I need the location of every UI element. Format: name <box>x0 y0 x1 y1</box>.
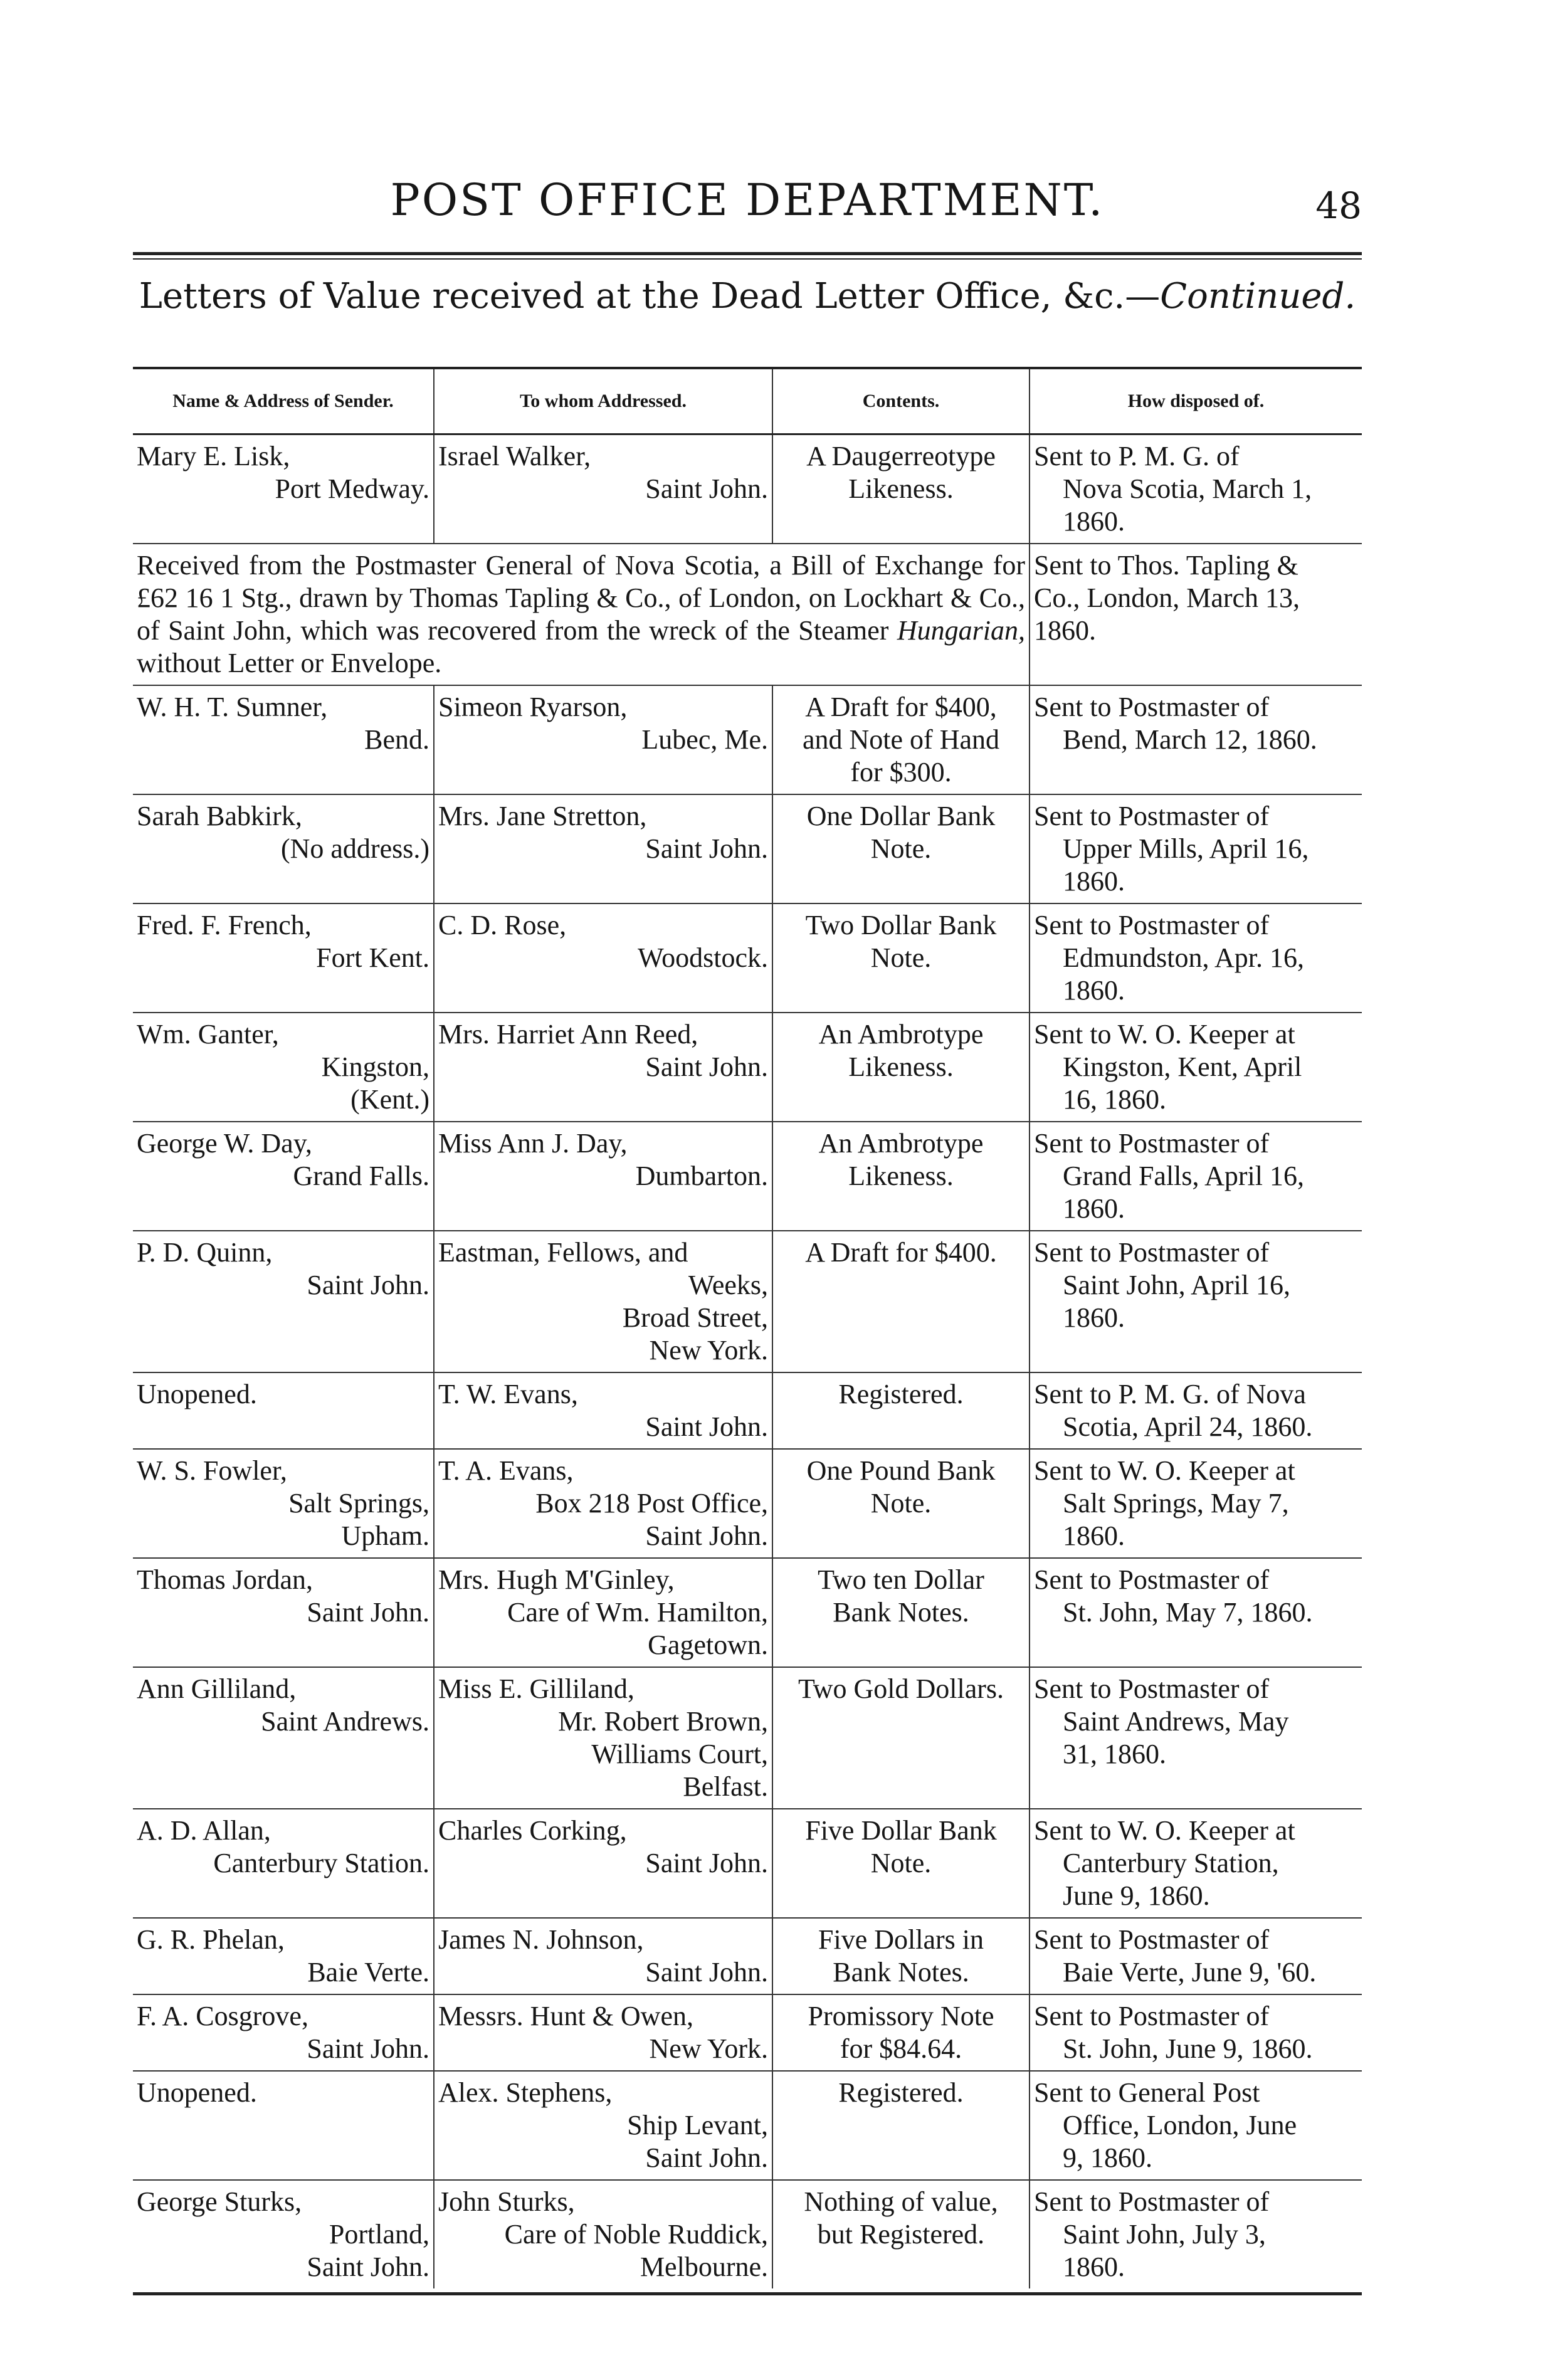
disposed-cell <box>1030 1667 1362 1809</box>
table-row <box>133 1449 1362 1558</box>
disposed-line: Sent to Postmaster of <box>1034 1924 1270 1955</box>
sender-line: G. R. Phelan, <box>137 1924 285 1955</box>
sender-cell <box>133 903 434 1013</box>
sender-cell <box>133 685 434 794</box>
disposed-cell <box>1030 903 1362 1013</box>
sender-line: Upham. <box>341 1520 429 1551</box>
special-entry-text-before: Received from the Postmaster General of Nova Scotia, a Bill of Exchange for £62 16 1 Stg., drawn by Thomas Tapling & Co., of London, on Lockhart & Co., of Saint John, which was recovered from the wreck of the Steamer <box>137 550 1025 646</box>
disposed-line: 31, 1860. <box>1063 1739 1166 1769</box>
disposed-cell <box>1030 1013 1362 1122</box>
table-row <box>133 794 1362 903</box>
contents-line: An Ambrotype <box>818 1019 984 1050</box>
disposed-line: Sent to W. O. Keeper at <box>1034 1019 1295 1050</box>
contents-cell <box>772 685 1030 794</box>
contents-line: Promissory Note <box>808 2001 994 2031</box>
sender-line: Unopened. <box>137 1379 257 1409</box>
special-entry-text <box>137 549 1025 680</box>
addressed-line: Alex. Stephens, <box>438 2077 613 2108</box>
table-row <box>133 1809 1362 1918</box>
sender-line: Saint John. <box>307 2251 429 2282</box>
contents-line: Note. <box>870 942 932 973</box>
contents-cell <box>772 1918 1030 1994</box>
disposed-line: Sent to W. O. Keeper at <box>1034 1455 1295 1486</box>
sender-line: W. H. T. Sumner, <box>137 692 328 722</box>
addressed-line: Weeks, <box>688 1270 768 1300</box>
contents-line: Note. <box>870 1488 932 1519</box>
column-header-disposed: How disposed of. <box>1030 368 1362 434</box>
sender-line: (Kent.) <box>350 1084 429 1115</box>
contents-cell <box>772 1231 1030 1372</box>
table-row <box>133 1918 1362 1994</box>
sender-line: Saint John. <box>307 1597 429 1628</box>
addressed-line: Ship Levant, <box>627 2110 768 2140</box>
disposed-line: June 9, 1860. <box>1063 1880 1210 1911</box>
disposed-line: Sent to Postmaster of <box>1034 1673 1270 1704</box>
addressed-line: Saint John. <box>645 2142 768 2173</box>
contents-line: Likeness. <box>848 473 954 504</box>
contents-line: Two Gold Dollars. <box>798 1673 1004 1704</box>
disposed-line: Baie Verte, June 9, '60. <box>1063 1957 1317 1988</box>
sender-line: Ann Gilliland, <box>137 1673 297 1704</box>
special-entry-disposed-line: 1860. <box>1034 615 1096 646</box>
addressed-line: C. D. Rose, <box>438 910 567 940</box>
contents-cell <box>772 1013 1030 1122</box>
disposed-line: Sent to Postmaster of <box>1034 2001 1270 2031</box>
addressed-cell <box>434 2180 772 2288</box>
contents-cell <box>772 1994 1030 2071</box>
dead-letter-table <box>133 367 1362 2288</box>
sender-line: George Sturks, <box>137 2186 302 2217</box>
sender-line: Saint Andrews. <box>261 1706 429 1737</box>
disposed-cell <box>1030 434 1362 544</box>
special-entry-text-after: without Letter or Envelope. <box>137 648 442 678</box>
sender-line: P. D. Quinn, <box>137 1237 273 1268</box>
addressed-line: James N. Johnson, <box>438 1924 644 1955</box>
contents-line: A Draft for $400. <box>805 1237 997 1268</box>
disposed-cell <box>1030 685 1362 794</box>
disposed-line: Bend, March 12, 1860. <box>1063 724 1317 755</box>
sender-line: George W. Day, <box>137 1128 312 1159</box>
header-rule-thin <box>133 258 1362 260</box>
contents-line: One Dollar Bank <box>806 801 996 831</box>
table-row <box>133 1122 1362 1231</box>
addressed-cell <box>434 434 772 544</box>
sender-cell <box>133 1372 434 1449</box>
disposed-cell <box>1030 1372 1362 1449</box>
sender-line: (No address.) <box>280 833 429 864</box>
disposed-line: Sent to Postmaster of <box>1034 801 1270 831</box>
disposed-line: 1860. <box>1063 866 1125 897</box>
addressed-line: Melbourne. <box>640 2251 768 2282</box>
disposed-line: Kingston, Kent, April <box>1063 1051 1302 1082</box>
disposed-line: Nova Scotia, March 1, <box>1063 473 1312 504</box>
sender-line: W. S. Fowler, <box>137 1455 287 1486</box>
disposed-line: Sent to P. M. G. of <box>1034 441 1240 471</box>
contents-line: but Registered. <box>817 2219 985 2250</box>
addressed-cell <box>434 1231 772 1372</box>
disposed-line: Office, London, June <box>1063 2110 1297 2140</box>
sender-line: Saint John. <box>307 1270 429 1300</box>
addressed-line: Belfast. <box>683 1771 768 1802</box>
disposed-line: 1860. <box>1063 2251 1125 2282</box>
table-row <box>133 1013 1362 1122</box>
special-entry-disposed-cell <box>1030 544 1362 685</box>
contents-line: Note. <box>870 1848 932 1878</box>
addressed-line: T. A. Evans, <box>438 1455 574 1486</box>
page-title: POST OFFICE DEPARTMENT. <box>390 174 1105 226</box>
disposed-cell <box>1030 1122 1362 1231</box>
sender-line: Grand Falls. <box>293 1161 429 1191</box>
disposed-line: 1860. <box>1063 1193 1125 1224</box>
addressed-line: Saint John. <box>645 1957 768 1988</box>
contents-line: One Pound Bank <box>806 1455 996 1486</box>
addressed-cell <box>434 1558 772 1667</box>
disposed-line: Canterbury Station, <box>1063 1848 1279 1878</box>
special-entry-disposed-line: Co., London, March 13, <box>1034 582 1300 613</box>
addressed-cell <box>434 794 772 903</box>
disposed-line: Scotia, April 24, 1860. <box>1063 1411 1313 1442</box>
contents-cell <box>772 2071 1030 2180</box>
disposed-line: 1860. <box>1063 1520 1125 1551</box>
column-header-sender: Name & Address of Sender. <box>133 368 434 434</box>
addressed-cell <box>434 903 772 1013</box>
sender-cell <box>133 1918 434 1994</box>
sender-line: Canterbury Station. <box>213 1848 429 1878</box>
addressed-line: Eastman, Fellows, and <box>438 1237 688 1268</box>
table-row <box>133 1667 1362 1809</box>
contents-cell <box>772 1449 1030 1558</box>
contents-line: Registered. <box>838 1379 964 1409</box>
sender-line: Kingston, <box>321 1051 429 1082</box>
running-head <box>133 168 1362 237</box>
disposed-line: Salt Springs, May 7, <box>1063 1488 1289 1519</box>
sender-line: Unopened. <box>137 2077 257 2108</box>
contents-cell <box>772 794 1030 903</box>
contents-line: An Ambrotype <box>818 1128 984 1159</box>
column-header-addressed: To whom Addressed. <box>434 368 772 434</box>
disposed-cell <box>1030 1231 1362 1372</box>
special-entry-row <box>133 544 1362 685</box>
table-header-row <box>133 368 1362 434</box>
disposed-line: Upper Mills, April 16, <box>1063 833 1309 864</box>
table-row <box>133 1558 1362 1667</box>
addressed-line: Care of Wm. Hamilton, <box>507 1597 768 1628</box>
sender-line: Bend. <box>364 724 429 755</box>
addressed-line: Miss E. Gilliland, <box>438 1673 635 1704</box>
page-number: 48 <box>1315 184 1362 227</box>
addressed-line: Mr. Robert Brown, <box>558 1706 768 1737</box>
addressed-cell <box>434 1449 772 1558</box>
addressed-line: Mrs. Jane Stretton, <box>438 801 647 831</box>
addressed-line: Simeon Ryarson, <box>438 692 628 722</box>
sender-line: Baie Verte. <box>307 1957 429 1988</box>
disposed-line: 9, 1860. <box>1063 2142 1152 2173</box>
sender-line: Saint John. <box>307 2033 429 2064</box>
addressed-line: T. W. Evans, <box>438 1379 578 1409</box>
disposed-cell <box>1030 1449 1362 1558</box>
column-header-contents: Contents. <box>772 368 1030 434</box>
addressed-line: Saint John. <box>645 833 768 864</box>
contents-line: Five Dollars in <box>818 1924 984 1955</box>
addressed-line: Saint John. <box>645 1520 768 1551</box>
addressed-cell <box>434 1667 772 1809</box>
contents-line: Bank Notes. <box>833 1597 969 1628</box>
addressed-cell <box>434 1013 772 1122</box>
sender-cell <box>133 1558 434 1667</box>
contents-cell <box>772 1809 1030 1918</box>
disposed-line: Saint Andrews, May <box>1063 1706 1289 1737</box>
sender-line: Salt Springs, <box>288 1488 429 1519</box>
contents-cell <box>772 434 1030 544</box>
disposed-line: St. John, June 9, 1860. <box>1063 2033 1313 2064</box>
table-row <box>133 2180 1362 2288</box>
sender-line: F. A. Cosgrove, <box>137 2001 308 2031</box>
contents-line: A Daugerreotype <box>806 441 996 471</box>
addressed-line: New York. <box>649 1335 768 1366</box>
disposed-line: Edmundston, Apr. 16, <box>1063 942 1305 973</box>
sender-cell <box>133 2071 434 2180</box>
addressed-cell <box>434 685 772 794</box>
disposed-line: Sent to Postmaster of <box>1034 910 1270 940</box>
addressed-line: Saint John. <box>645 473 768 504</box>
sender-cell <box>133 1449 434 1558</box>
disposed-line: 1860. <box>1063 506 1125 537</box>
addressed-line: Saint John. <box>645 1848 768 1878</box>
disposed-line: St. John, May 7, 1860. <box>1063 1597 1313 1628</box>
sender-line: Sarah Babkirk, <box>137 801 302 831</box>
addressed-cell <box>434 1918 772 1994</box>
addressed-line: New York. <box>649 2033 768 2064</box>
sender-cell <box>133 794 434 903</box>
sender-cell <box>133 1809 434 1918</box>
sender-cell <box>133 2180 434 2288</box>
contents-line: Registered. <box>838 2077 964 2108</box>
disposed-line: 1860. <box>1063 1302 1125 1333</box>
sender-cell <box>133 1122 434 1231</box>
disposed-line: Sent to Postmaster of <box>1034 692 1270 722</box>
table-row <box>133 1994 1362 2071</box>
addressed-line: Broad Street, <box>622 1302 768 1333</box>
special-entry-ship-name: Hungarian, <box>897 615 1025 646</box>
addressed-line: Care of Noble Ruddick, <box>504 2219 768 2250</box>
header-rule-thick <box>133 252 1362 255</box>
contents-line: Note. <box>870 833 932 864</box>
table-bottom-rule <box>133 2292 1362 2295</box>
addressed-line: Dumbarton. <box>635 1161 768 1191</box>
disposed-cell <box>1030 1809 1362 1918</box>
addressed-cell <box>434 1122 772 1231</box>
table-row <box>133 434 1362 544</box>
sender-cell <box>133 1994 434 2071</box>
disposed-cell <box>1030 1994 1362 2071</box>
disposed-line: Sent to Postmaster of <box>1034 1128 1270 1159</box>
table-row <box>133 685 1362 794</box>
addressed-line: Box 218 Post Office, <box>535 1488 768 1519</box>
disposed-line: Grand Falls, April 16, <box>1063 1161 1304 1191</box>
sender-line: Fort Kent. <box>316 942 429 973</box>
sender-line: Mary E. Lisk, <box>137 441 290 471</box>
sender-line: Port Medway. <box>275 473 429 504</box>
addressed-line: Gagetown. <box>648 1630 768 1660</box>
disposed-line: 1860. <box>1063 975 1125 1006</box>
addressed-line: Woodstock. <box>638 942 768 973</box>
sender-line: Thomas Jordan, <box>137 1564 313 1595</box>
sender-line: Wm. Ganter, <box>137 1019 279 1050</box>
addressed-line: Mrs. Harriet Ann Reed, <box>438 1019 698 1050</box>
sender-cell <box>133 1231 434 1372</box>
sender-line: A. D. Allan, <box>137 1815 271 1846</box>
addressed-cell <box>434 1994 772 2071</box>
sender-line: Fred. F. French, <box>137 910 312 940</box>
sender-cell <box>133 434 434 544</box>
disposed-cell <box>1030 2071 1362 2180</box>
addressed-line: Saint John. <box>645 1051 768 1082</box>
contents-line: Likeness. <box>848 1161 954 1191</box>
contents-line: Nothing of value, <box>804 2186 998 2217</box>
addressed-line: Israel Walker, <box>438 441 591 471</box>
addressed-line: Mrs. Hugh M'Ginley, <box>438 1564 675 1595</box>
disposed-line: Saint John, July 3, <box>1063 2219 1266 2250</box>
contents-line: Five Dollar Bank <box>805 1815 997 1846</box>
contents-cell <box>772 2180 1030 2288</box>
contents-cell <box>772 903 1030 1013</box>
disposed-line: Sent to Postmaster of <box>1034 2186 1270 2217</box>
disposed-line: Saint John, April 16, <box>1063 1270 1291 1300</box>
contents-line: for $300. <box>850 757 952 787</box>
contents-cell <box>772 1122 1030 1231</box>
addressed-line: Miss Ann J. Day, <box>438 1128 628 1159</box>
contents-line: Bank Notes. <box>833 1957 969 1988</box>
addressed-cell <box>434 1372 772 1449</box>
addressed-cell <box>434 1809 772 1918</box>
disposed-line: Sent to Postmaster of <box>1034 1237 1270 1268</box>
addressed-line: Lubec, Me. <box>641 724 768 755</box>
disposed-cell <box>1030 1918 1362 1994</box>
special-entry-disposed-line: Sent to Thos. Tapling & <box>1034 550 1298 581</box>
special-entry-text-cell <box>133 544 1030 685</box>
contents-line: Two Dollar Bank <box>805 910 997 940</box>
table-row <box>133 1231 1362 1372</box>
disposed-cell <box>1030 2180 1362 2288</box>
subtitle-continued: Continued. <box>1160 276 1356 317</box>
contents-cell <box>772 1372 1030 1449</box>
contents-line: for $84.64. <box>840 2033 962 2064</box>
contents-line: Two ten Dollar <box>818 1564 984 1595</box>
table-row <box>133 903 1362 1013</box>
sender-line: Portland, <box>329 2219 429 2250</box>
disposed-line: Sent to P. M. G. of Nova <box>1034 1379 1306 1409</box>
sender-cell <box>133 1667 434 1809</box>
table-row <box>133 2071 1362 2180</box>
sender-cell <box>133 1013 434 1122</box>
addressed-line: Messrs. Hunt & Owen, <box>438 2001 693 2031</box>
disposed-line: Sent to General Post <box>1034 2077 1260 2108</box>
disposed-cell <box>1030 1558 1362 1667</box>
table-row <box>133 1372 1362 1449</box>
disposed-line: Sent to Postmaster of <box>1034 1564 1270 1595</box>
addressed-line: Williams Court, <box>591 1739 768 1769</box>
addressed-cell <box>434 2071 772 2180</box>
contents-line: A Draft for $400, <box>805 692 997 722</box>
contents-line: Likeness. <box>848 1051 954 1082</box>
disposed-line: 16, 1860. <box>1063 1084 1166 1115</box>
table-subtitle <box>133 276 1362 317</box>
addressed-line: John Sturks, <box>438 2186 575 2217</box>
contents-cell <box>772 1667 1030 1809</box>
contents-cell <box>772 1558 1030 1667</box>
addressed-line: Charles Corking, <box>438 1815 627 1846</box>
disposed-line: Sent to W. O. Keeper at <box>1034 1815 1295 1846</box>
addressed-line: Saint John. <box>645 1411 768 1442</box>
disposed-cell <box>1030 794 1362 903</box>
subtitle-main: Letters of Value received at the Dead Letter Office, &c.— <box>139 276 1161 317</box>
contents-line: and Note of Hand <box>802 724 999 755</box>
